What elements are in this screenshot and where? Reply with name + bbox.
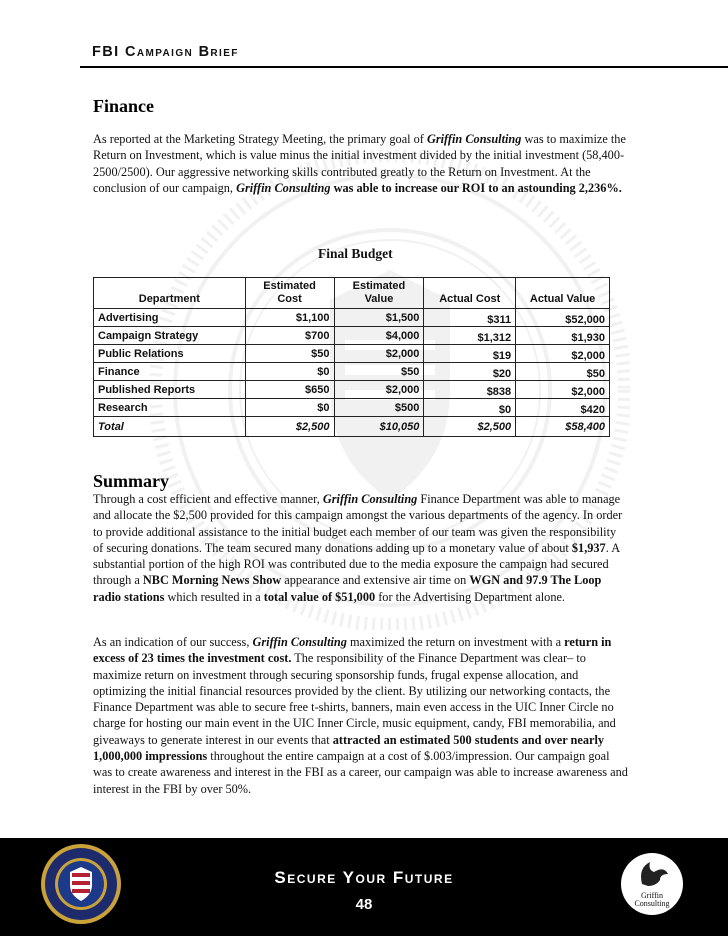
text-run: for the Advertising Department alone. [375,589,566,604]
table-cell: $50 [245,345,334,363]
table-header-row [94,278,610,309]
final-budget-table [93,277,610,437]
table-row [94,309,610,327]
table-cell: Public Relations [94,345,246,363]
column-header-estimated-value: Estimated Value [334,278,424,309]
company-name: Griffin Consulting [426,132,522,146]
table-cell: $311 [424,309,516,327]
impressions-highlight: attracted an estimated 500 students and over nearly 1,000,000 impressions [93,732,605,764]
griffin-logo-text [620,892,684,908]
column-header-actual-cost: Actual Cost [424,278,516,309]
text-run: was to maximize the Return on Investment, which is value minus the initial investment divided by the initial investment (58,400-2500/2500). Our aggressive networking skills contributed greatly to the Return on Investment. At the conclusion of our campaign, [93,132,626,195]
table-cell: $58,400 [516,417,610,437]
table-cell: Research [94,399,246,417]
header-title: FBI Campaign Brief [92,44,239,60]
table-cell: Finance [94,363,246,381]
table-cell: $50 [334,363,424,381]
logo-text-griffin: Griffin [640,891,664,900]
table-cell: $700 [245,327,334,345]
table-cell: $4,000 [334,327,424,345]
table-cell: $20 [424,363,516,381]
summary-paragraph-1 [93,491,629,605]
table-cell: $52,000 [516,309,610,327]
budget-table-title: Final Budget [318,246,393,261]
table-row [94,363,610,381]
table-row [94,381,610,399]
table-cell: $19 [424,345,516,363]
page-header [92,44,612,60]
summary-paragraph-2 [93,634,629,797]
table-cell: $1,930 [516,327,610,345]
text-run: which resulted in a [164,589,264,604]
return-highlight: return in excess of 23 times the investment cost. [93,635,612,666]
table-cell: $0 [245,399,334,417]
table-cell: $1,312 [424,327,516,345]
text-run: Through a cost efficient and effective manner, [93,492,323,506]
table-cell: $500 [334,399,424,417]
table-row [94,327,610,345]
finance-heading: Finance [93,96,154,116]
page-number: 48 [355,896,373,913]
table-cell: Published Reports [94,381,246,399]
table-cell: $838 [424,381,516,399]
donation-amount: $1,937 [571,540,606,555]
text-run: throughout the entire campaign at a cost of $.003/impression. Our campaign goal was to create awareness and interest in the FBI as a career, our campaign was able to increase awareness and interest in the FBI by over 50%. [93,749,628,796]
table-cell: Advertising [94,309,246,327]
text-run: appearance and extensive air time on [281,573,470,588]
table-total-row [94,417,610,437]
table-cell: $420 [516,399,610,417]
logo-text-consulting: Consulting [634,899,670,908]
table-cell: $0 [245,363,334,381]
table-cell: $2,500 [424,417,516,437]
column-header-department: Department [94,278,246,309]
text-run: maximized the return on investment with a [346,635,565,649]
text-run: . A substantial portion of the high ROI was contributed due to the media exposure the campaign had secured through a [93,540,620,588]
company-name: Griffin Consulting [322,492,418,506]
company-name: Griffin Consulting [252,635,347,649]
text-run: The responsibility of the Finance Department was clear– to maximize return on investment through securing sponsorship funds, frugal expense allocation, and optimizing the initial financial resources provided by the client. By utilizing our networking contacts, the Finance Department was able to secure free t-shirts, banners, main even access in the UIC Inner Circle no charge for hosting our main event in the UIC Inner Circle, music equipment, candy, FBI memorabilia, and giveaways to generate interest in our events that [93,651,616,747]
table-cell: Campaign Strategy [94,327,246,345]
text-run: Finance Department was able to manage and allocate the $2,500 provided for this campaign amongst the various departments of the agency. In order to provide additional assistance to the initial budget each member of our team was given the responsibility of securing donations. The team secured many donations adding up to a monetary value of about [93,492,623,555]
radio-stations-highlight: WGN and 97.9 The Loop radio stations [93,573,602,604]
table-cell: $2,500 [245,417,334,437]
finance-paragraph [93,131,629,196]
table-cell: $0 [424,399,516,417]
table-cell: $1,500 [334,309,424,327]
table-cell: Total [94,417,246,437]
table-cell: $2,000 [334,345,424,363]
text-run: As reported at the Marketing Strategy Meeting, the primary goal of [93,132,427,146]
table-cell: $2,000 [334,381,424,399]
table-row [94,399,610,417]
summary-heading: Summary [93,471,169,491]
header-rule [80,66,728,68]
column-header-estimated-cost: Estimated Cost [245,278,334,309]
text-run: As an indication of our success, [93,635,253,649]
table-cell: $2,000 [516,345,610,363]
footer-slogan: Secure Your Future [274,868,454,887]
company-name: Griffin Consulting [236,180,331,195]
total-value-highlight: total value of $51,000 [263,589,376,604]
column-header-actual-value: Actual Value [516,278,610,309]
roi-highlight: was able to increase our ROI to an astounding 2,236%. [330,180,622,195]
table-cell: $650 [245,381,334,399]
table-cell: $1,100 [245,309,334,327]
table-cell: $50 [516,363,610,381]
table-cell: $2,000 [516,381,610,399]
table-row [94,345,610,363]
table-cell: $10,050 [334,417,424,437]
nbc-show-highlight: NBC Morning News Show [142,573,282,588]
